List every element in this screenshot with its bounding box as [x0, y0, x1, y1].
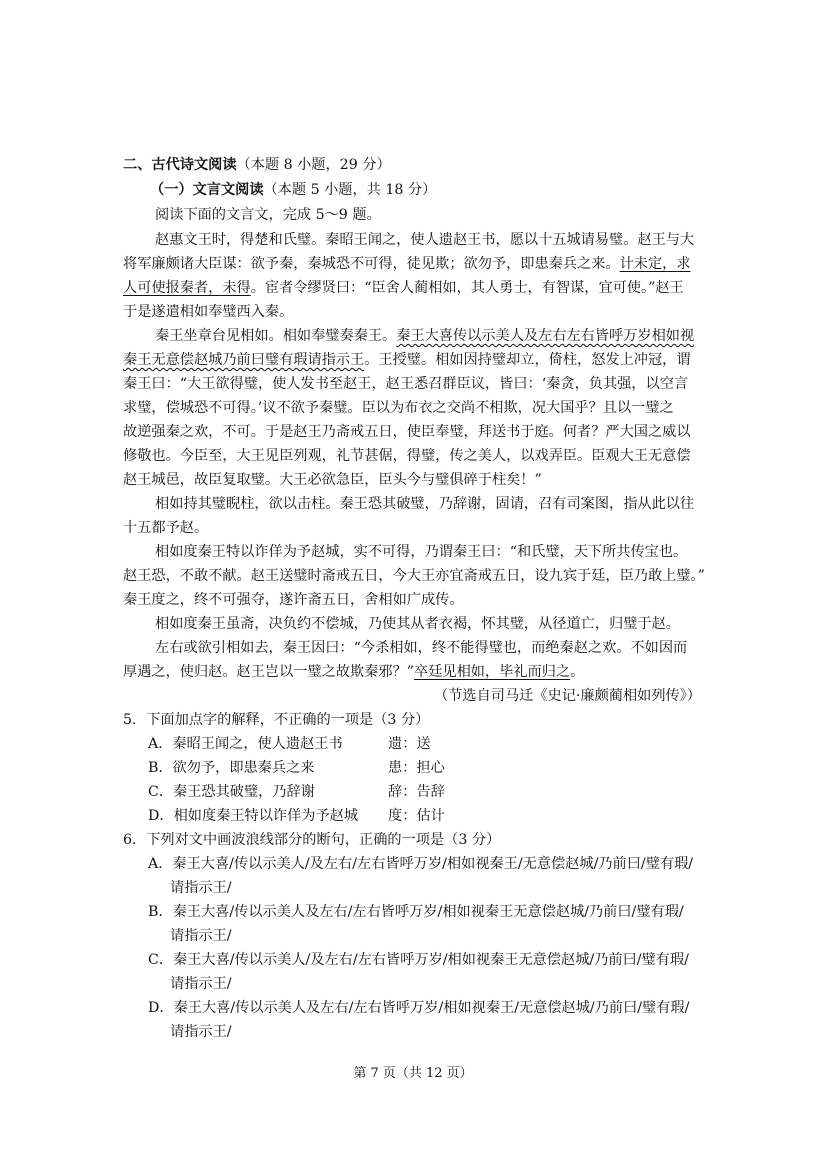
- passage-line: [123, 254, 691, 274]
- question-5-option-c: [148, 782, 315, 802]
- option-gloss: 患：担心: [388, 760, 445, 776]
- passage-line: 秦王曰：“大王欲得璧，使人发书至赵王，赵王悉召群臣议，皆曰：‘秦贪，负其强，以空言: [123, 376, 689, 392]
- passage-line: [123, 278, 684, 298]
- wavy-underlined-text: 秦王无意偿赵城乃前曰璧有瑕请指示王: [123, 352, 365, 368]
- option-continuation: 请指示王/: [170, 880, 232, 896]
- passage-text: 秦王坐章台见相如。相如奉璧奏秦王。: [155, 328, 397, 344]
- option-text: C．秦王恐其破璧，乃辞谢: [148, 784, 315, 800]
- wavy-underlined-text: 秦王大喜传以示美人及左右左右皆呼万岁相如视: [396, 328, 695, 344]
- question-6-option-c: C．秦王大喜/传以示美人/及左右/左右皆呼万岁/相如视秦王无意偿赵城/乃前曰/璧有瑕/: [148, 952, 689, 968]
- underlined-sentence: 人可使报秦者，未得: [123, 280, 251, 296]
- section-title: 二、古代诗文阅读: [123, 157, 237, 173]
- sub-heading: [150, 180, 436, 200]
- option-text: D．相如度秦王特以诈佯为予赵城: [148, 808, 359, 824]
- passage-line: 左右或欲引相如去，秦王因曰：“今杀相如，终不能得璧也，而绝秦赵之欢。不如因而: [155, 640, 688, 656]
- passage-line: 修敬也。今臣至，大王见臣列观，礼节甚倨，得璧，传之美人，以戏弄臣。臣观大王无意偿: [123, 448, 691, 464]
- passage-source: （节选自司马迁《史记·廉颇蔺相如列传》）: [434, 688, 701, 704]
- passage-line: [155, 326, 694, 346]
- passage-line: 赵惠文王时，得楚和氏璧。秦昭王闻之，使人遗赵王书，愿以十五城请易璧。赵王与大: [155, 232, 695, 248]
- passage-line: 相如度秦王特以诈佯为予赵城，实不可得，乃谓秦王曰：“和氏璧，天下所共传宝也。: [155, 544, 688, 560]
- question-5-option-d: [148, 806, 358, 826]
- instruction: 阅读下面的文言文，完成 5～9 题。: [155, 207, 381, 223]
- passage-line: 赵王恐，不敢不献。赵王送璧时斋戒五日，今大王亦宜斋戒五日，设九宾于廷，臣乃敢上璧。”: [123, 568, 705, 584]
- passage-text: 。: [570, 664, 585, 680]
- option-text: B．欲勿予，即患秦兵之来: [148, 760, 315, 776]
- passage-text: 。王授璧。相如因持璧却立，倚柱，怒发上冲冠，谓: [364, 352, 691, 368]
- option-text: A．秦昭王闻之，使人遗赵王书: [148, 736, 343, 752]
- passage-line: 故逆强秦之欢，不可。于是赵王乃斋戒五日，使臣奉璧，拜送书于庭。何者？严大国之威以: [123, 424, 691, 440]
- option-gloss: 辞：告辞: [388, 784, 445, 800]
- question-6-option-a: A．秦王大喜/传以示美人/及左右/左右皆呼万岁/相如视秦王/无意偿赵城/乃前曰/璧有瑕/: [148, 856, 694, 872]
- passage-line: [123, 350, 691, 370]
- underlined-sentence: 卒廷见相如，毕礼而归之: [414, 664, 571, 680]
- passage-line: 于是遂遣相如奉璧西入秦。: [123, 304, 294, 320]
- sub-title-note: （本题 5 小题，共 18 分）: [263, 182, 437, 198]
- passage-line: 秦王度之，终不可强夺，遂许斋五日，舍相如广成传。: [123, 592, 464, 608]
- question-5-option-b: [148, 758, 315, 778]
- section-title-note: （本题 8 小题，29 分）: [236, 157, 391, 173]
- option-continuation: 请指示王/: [170, 976, 232, 992]
- option-gloss: 度：估计: [388, 808, 445, 824]
- option-continuation: 请指示王/: [170, 1024, 232, 1040]
- passage-line: 赵王城邑，故臣复取璧。大王必欲急臣，臣头今与璧俱碎于柱矣！”: [123, 472, 542, 488]
- passage-line: [123, 662, 584, 682]
- underlined-sentence: 计未定，求: [619, 256, 691, 272]
- question-6-option-d: D．秦王大喜/传以示美人及左右/左右皆呼万岁/相如视秦王/无意偿赵城/乃前曰/璧有瑕/: [148, 1000, 690, 1016]
- passage-text: 将军廉颇诸大臣谋：欲予秦，秦城恐不可得，徒见欺；欲勿予，即患秦兵之来。: [123, 256, 620, 272]
- section-heading: [123, 155, 391, 175]
- passage-text: 厚遇之，使归赵。赵王岂以一璧之故欺秦邪？”: [123, 664, 415, 680]
- question-6-stem: 6．下列对文中画波浪线部分的断句，正确的一项是（3 分）: [123, 832, 501, 848]
- passage-line: 求璧，偿城恐不可得。’议不欲予秦璧。臣以为布衣之交尚不相欺，况大国乎？且以一璧之: [123, 400, 674, 416]
- option-continuation: 请指示王/: [170, 928, 232, 944]
- question-5-option-a: [148, 734, 343, 754]
- option-gloss: 遗：送: [388, 736, 431, 752]
- question-5-stem: 5．下面加点字的解释，不正确的一项是（3 分）: [123, 712, 430, 728]
- passage-line: 相如度秦王虽斋，决负约不偿城，乃使其从者衣褐，怀其璧，从径道亡，归璧于赵。: [155, 616, 680, 632]
- passage-text: 。宦者令缪贤曰：“臣舍人蔺相如，其人勇士，有智谋，宜可使。”赵王: [250, 280, 684, 296]
- question-6-option-b: B．秦王大喜/传以示美人及左右/左右皆呼万岁/相如视秦王无意偿赵城/乃前曰/璧有瑕/: [148, 904, 684, 920]
- sub-title: （一）文言文阅读: [150, 182, 264, 198]
- page-footer: 第 7 页（共 12 页）: [353, 1066, 473, 1081]
- passage-line: 相如持其璧睨柱，欲以击柱。秦王恐其破璧，乃辞谢，固请，召有司案图，指从此以往: [155, 496, 695, 512]
- passage-line: 十五都予赵。: [123, 520, 209, 536]
